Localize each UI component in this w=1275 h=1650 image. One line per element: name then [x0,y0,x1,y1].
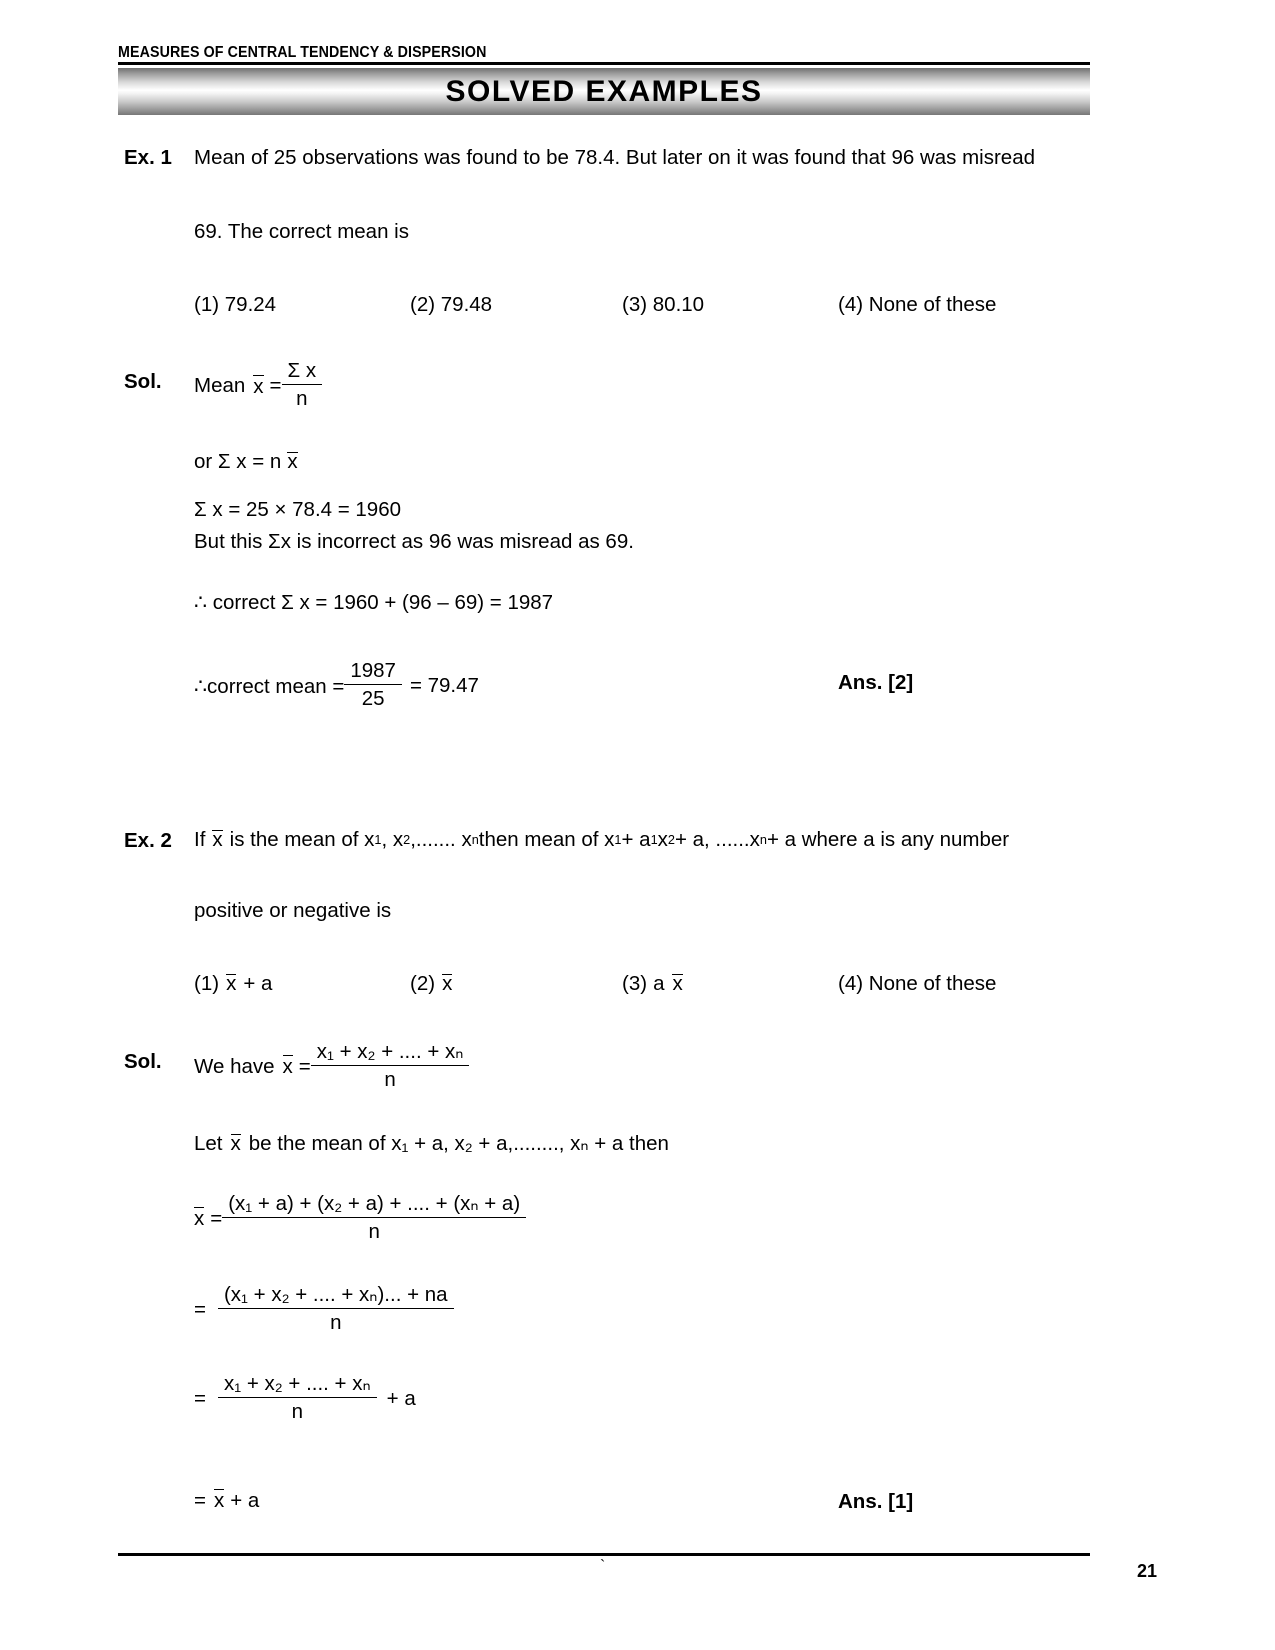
q2-part-3: , x [381,828,404,851]
example-1-option-3-text: 80.10 [652,293,705,316]
example-1-option-4[interactable] [838,293,996,317]
example-1-option-2-text: 79.48 [440,293,493,316]
let-prefix: Let [194,1131,223,1155]
step-or-text: or Σ x = n [194,450,282,473]
x-bar-symbol: x [213,1489,225,1512]
step-1-numerator: (x₁ + a) + (x₂ + a) + .... + (xₙ + a) [222,1191,526,1218]
example-2-option-3[interactable] [622,972,683,996]
q2-part-7: x [657,828,668,851]
q2-part-6: + a [621,828,651,851]
step-3-suffix: + a [386,1386,416,1410]
example-1-option-4-number: (4) [838,293,864,316]
example-2-wehave-formula [194,1040,469,1093]
step-3-numerator: x₁ + x₂ + .... + xₙ [218,1371,377,1398]
header-divider-rule [118,62,1090,65]
example-2-question-line-1: If x is the mean of x 1 , x 2 ,....... x n then mean of x 1 + a 1 x 2 + a, ......x n + a where a is any number [194,828,1010,851]
wehave-fraction [311,1039,470,1092]
q2-part-1: If [194,828,206,851]
example-2-option-4-number: (4) [838,972,864,995]
example-1-option-1[interactable] [194,293,276,317]
mean-formula-equals: = [269,374,282,397]
example-2-step-2 [194,1283,454,1336]
example-1-label: Ex. 1 [124,146,172,169]
example-1-option-1-text: 79.24 [224,293,277,316]
correct-mean-prefix: ∴correct mean = [194,674,345,698]
example-1-solution-label: Sol. [124,370,162,393]
example-2-option-4-text: None of these [868,972,997,995]
mean-formula-prefix: Mean [194,374,246,397]
x-bar-symbol: x [672,972,683,995]
wehave-prefix: We have [194,1054,275,1078]
x-bar-symbol: x [287,450,298,473]
correct-mean-result: = 79.47 [409,674,479,697]
example-1-step-sum: Σ x = 25 × 78.4 = 1960 [194,498,402,521]
example-1-question-line-2: 69. The correct mean is [194,220,409,243]
wehave-denominator: n [384,1067,396,1091]
x-bar-symbol: x [442,972,453,995]
example-1-correct-mean-line [194,660,479,712]
example-2-option-3-text: a [653,972,665,995]
q2-part-8: + a, ......x [674,828,760,851]
q2-part-9: + a where a is any number [766,828,1010,851]
q2-part-2: is the mean of x [229,828,375,851]
page-number: 21 [1136,1561,1157,1581]
example-2-step-1 [194,1192,526,1245]
example-1-question-line-1: Mean of 25 observations was found to be 78.4. But later on it was found that 96 was misread [194,146,1036,169]
mean-formula-numerator: Σ x [282,359,323,385]
example-2-option-1-number: (1) [194,972,220,995]
q2-part-5: then mean of x [478,828,615,851]
step-2-equals: = [194,1297,206,1321]
example-1-step-correct-sum: ∴ correct Σ x = 1960 + (96 – 69) = 1987 [194,591,554,614]
example-1-answer: Ans. [2] [838,671,914,694]
footer-tick-mark: ` [600,1558,606,1575]
wehave-numerator: x₁ + x₂ + .... + xₙ [311,1039,470,1066]
step-4-equals: = [194,1488,206,1512]
step-3-equals: = [194,1386,206,1410]
example-2-option-2[interactable] [410,972,452,996]
example-1-mean-formula [194,360,322,412]
example-2-answer: Ans. [1] [838,1490,914,1513]
step-1-fraction [222,1191,526,1244]
x-bar-symbol: x [226,972,237,995]
example-2-label: Ex. 2 [124,829,172,852]
example-2-let-line [194,1131,669,1156]
step-3-fraction [218,1371,377,1424]
example-1-option-4-text: None of these [868,293,997,316]
let-rest: be the mean of x₁ + a, x₂ + a,........, xₙ + a then [248,1132,669,1155]
example-1-step-but: But this Σx is incorrect as 96 was misread as 69. [194,530,634,553]
q2-part-4: ,....... x [410,828,472,851]
correct-mean-fraction [344,659,402,711]
example-2-option-1[interactable] [194,972,272,996]
step-3-denominator: n [291,1399,304,1423]
solved-examples-banner [118,68,1090,115]
example-1-option-1-number: (1) [194,293,220,316]
example-2-option-2-number: (2) [410,972,436,995]
x-bar-symbol: x [253,374,264,398]
example-2-step-3 [194,1372,416,1425]
example-1-option-2[interactable] [410,293,492,317]
wehave-equals: = [298,1054,311,1078]
step-2-denominator: n [330,1310,342,1334]
step-4-suffix: + a [230,1488,260,1512]
example-2-step-4 [194,1488,259,1513]
correct-mean-denominator: 25 [361,686,385,710]
x-bar-symbol: x [230,1131,241,1155]
example-2-option-1-text: + a [243,972,273,995]
example-2-solution-label: Sol. [124,1050,162,1073]
step-2-numerator: (x₁ + x₂ + .... + xₙ)... + na [218,1282,454,1309]
example-1-option-3-number: (3) [622,293,648,316]
correct-mean-numerator: 1987 [344,659,402,685]
banner-title: SOLVED EXAMPLES [445,75,763,108]
example-1-option-3[interactable] [622,293,704,317]
mean-formula-fraction [282,359,323,411]
step-1-denominator: n [368,1219,380,1243]
example-1-option-2-number: (2) [410,293,436,316]
example-2-option-3-number: (3) [622,972,648,995]
step-2-fraction [218,1282,454,1335]
example-2-question-line-2: positive or negative is [194,899,392,922]
example-2-option-4[interactable] [838,972,996,996]
x-bar-symbol: x [212,828,223,851]
step-1-equals: = [210,1206,223,1230]
footer-divider-rule [118,1553,1090,1556]
mean-formula-denominator: n [296,386,308,410]
x-bar-symbol: x [194,1207,205,1230]
running-header-title: MEASURES OF CENTRAL TENDENCY & DISPERSION [118,44,487,61]
example-1-step-or [194,450,298,474]
x-bar-symbol: x [282,1055,293,1078]
